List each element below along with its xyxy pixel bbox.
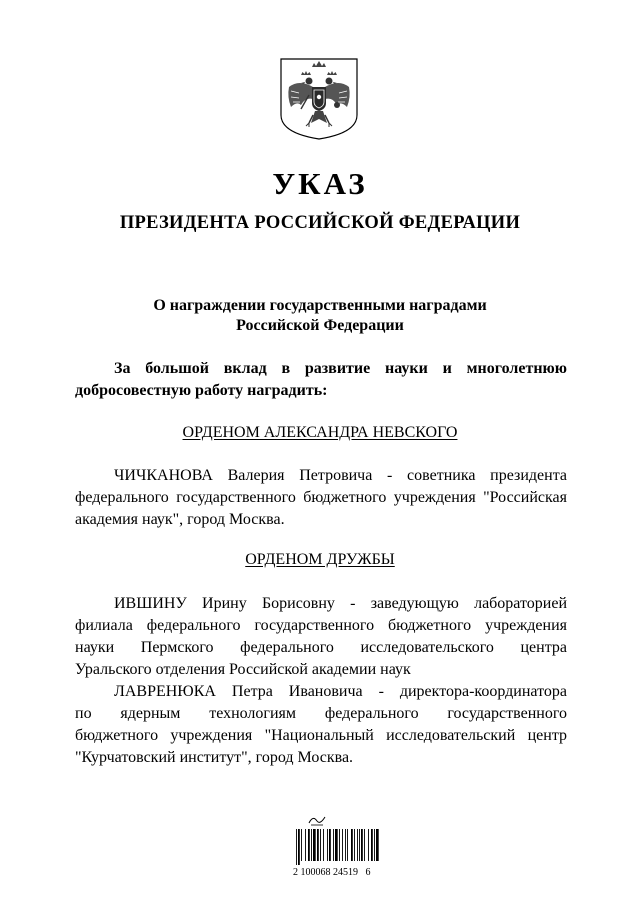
preamble-line: добросовестную работу наградить: bbox=[75, 382, 328, 399]
barcode-bar bbox=[364, 829, 365, 861]
barcode-bar bbox=[301, 829, 302, 861]
order-title: ОРДЕНОМ АЛЕКСАНДРА НЕВСКОГО bbox=[182, 424, 458, 441]
heading-line: Российской Федерации bbox=[236, 317, 404, 334]
barcode-bar bbox=[298, 829, 300, 865]
decree-heading bbox=[0, 296, 640, 336]
barcode-bar bbox=[347, 829, 348, 861]
barcode-bar bbox=[351, 829, 353, 861]
barcode-bar bbox=[323, 829, 324, 861]
coat-of-arms-icon bbox=[279, 57, 359, 141]
barcode-bar bbox=[342, 829, 343, 861]
recipient-line: Уральского отделения Российской академии наук bbox=[75, 661, 411, 678]
recipient-line: филиала федерального государственного бюджетного учреждения bbox=[75, 617, 567, 634]
barcode-bar bbox=[320, 829, 321, 861]
heading-line: О награждении государственными наградами bbox=[153, 297, 487, 314]
barcode-number: 2 100068 24519 6 bbox=[293, 867, 371, 878]
barcode-bar bbox=[361, 829, 363, 861]
recipient-line: "Курчатовский институт", город Москва. bbox=[75, 749, 354, 766]
recipient-line: федерального государственного бюджетного учреждения "Российская bbox=[75, 489, 567, 506]
barcode-bar bbox=[376, 829, 379, 861]
barcode-bar bbox=[305, 829, 306, 861]
recipient-line: ЛАВРЕНЮКА Петра Ивановича - директора-координатора bbox=[114, 683, 567, 700]
barcode-bar bbox=[296, 829, 297, 865]
recipient-line: ИВШИНУ Ирину Борисовну - заведующую лабораторией bbox=[114, 595, 567, 612]
barcode-bar bbox=[311, 829, 312, 861]
barcode-bar bbox=[357, 829, 358, 861]
barcode-bar bbox=[313, 829, 316, 861]
recipient-line: ЧИЧКАНОВА Валерия Петровича - советника президента bbox=[114, 467, 567, 484]
barcode-bar bbox=[335, 829, 338, 861]
barcode-bar bbox=[371, 829, 373, 861]
barcode-bars bbox=[293, 829, 380, 865]
barcode-mark-icon bbox=[307, 813, 327, 827]
decree-subtitle: ПРЕЗИДЕНТА РОССИЙСКОЙ ФЕДЕРАЦИИ bbox=[119, 213, 521, 233]
barcode-bar bbox=[333, 829, 334, 861]
preamble bbox=[75, 358, 567, 402]
barcode-bar bbox=[354, 829, 355, 861]
barcode-bar bbox=[345, 829, 346, 861]
barcode-bar bbox=[329, 829, 331, 861]
barcode-bar bbox=[339, 829, 340, 861]
recipient-line: бюджетного учреждения "Национальный исследовательский центр bbox=[75, 727, 567, 744]
award-recipient bbox=[75, 681, 567, 769]
barcode bbox=[293, 813, 380, 885]
recipient-line: академия наук", город Москва. bbox=[75, 511, 285, 528]
decree-title: УКАЗ bbox=[272, 166, 368, 201]
barcode-bar bbox=[308, 829, 310, 861]
barcode-bar bbox=[368, 829, 369, 861]
award-recipient bbox=[75, 593, 567, 681]
barcode-bar bbox=[327, 829, 328, 861]
recipient-line: науки Пермского федерального исследовательского центра bbox=[75, 639, 567, 656]
award-recipient bbox=[75, 465, 567, 531]
barcode-bar bbox=[374, 829, 375, 861]
order-title: ОРДЕНОМ ДРУЖБЫ bbox=[245, 551, 395, 568]
barcode-bar bbox=[359, 829, 360, 861]
recipient-line: по ядерным технологиям федерального государственного bbox=[75, 705, 567, 722]
barcode-bar bbox=[317, 829, 319, 861]
preamble-line: За большой вклад в развитие науки и многолетнюю bbox=[114, 360, 567, 377]
